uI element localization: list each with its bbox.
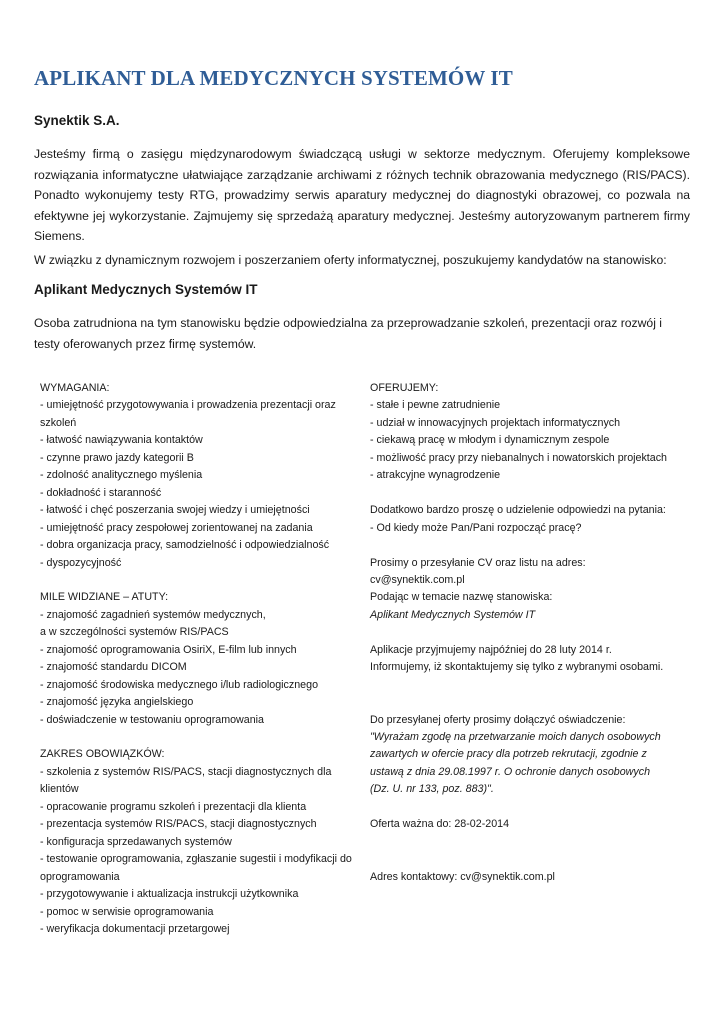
offer-heading: OFERUJEMY: bbox=[370, 382, 439, 394]
consent-line: zawartych w ofercie pracy dla potrzeb rekrutacji, zgodnie z bbox=[370, 748, 647, 761]
apply-text: Prosimy o przesyłanie CV oraz listu na adres: bbox=[370, 556, 586, 569]
requirement-item: - łatwość nawiązywania kontaktów bbox=[40, 434, 203, 447]
duty-item: - testowanie oprogramowania, zgłaszanie sugestii i modyfikacji do oprogramowania bbox=[40, 853, 352, 883]
deadline-text: Aplikacje przyjmujemy najpóźniej do 28 luty 2014 r. bbox=[370, 643, 612, 656]
left-column bbox=[40, 380, 358, 938]
spacer bbox=[370, 799, 700, 816]
spacer bbox=[40, 572, 358, 589]
requirement-item: - czynne prawo jazdy kategorii B bbox=[40, 451, 194, 464]
spacer bbox=[370, 851, 700, 868]
subject-position: Aplikant Medycznych Systemów IT bbox=[370, 608, 536, 621]
assets-heading: MILE WIDZIANE – ATUTY: bbox=[40, 591, 169, 604]
requirement-item: - dokładność i staranność bbox=[40, 486, 162, 499]
asset-item: - znajomość oprogramowania OsiriX, E-film lub innych bbox=[40, 643, 297, 656]
duty-item: - przygotowywanie i aktualizacja instrukcji użytkownika bbox=[40, 888, 299, 901]
spacer bbox=[370, 624, 700, 641]
duty-item: - opracowanie programu szkoleń i prezentacji dla klienta bbox=[40, 800, 307, 813]
offer-validity: Oferta ważna do: 28-02-2014 bbox=[370, 818, 510, 831]
spacer bbox=[40, 729, 358, 746]
requirement-item: - dyspozycyjność bbox=[40, 556, 122, 569]
page-title: APLIKANT DLA MEDYCZNYCH SYSTEMÓW IT bbox=[34, 66, 513, 90]
consent-intro: Do przesyłanej oferty prosimy dołączyć oświadczenie: bbox=[370, 713, 626, 726]
offer-item: - możliwość pracy przy niebanalnych i nowatorskich projektach bbox=[370, 451, 668, 464]
asset-item: - znajomość języka angielskiego bbox=[40, 696, 194, 709]
offer-item: - udział w innowacyjnych projektach informatycznych bbox=[370, 416, 621, 429]
requirements-heading: WYMAGANIA: bbox=[40, 382, 110, 394]
duty-item: - weryfikacja dokumentacji przetargowej bbox=[40, 923, 230, 936]
consent-line: ustawą z dnia 29.08.1997 r. O ochronie danych osobowych bbox=[370, 765, 651, 778]
position-title: Aplikant Medycznych Systemów IT bbox=[34, 282, 258, 297]
offer-item: - atrakcyjne wynagrodzenie bbox=[370, 469, 501, 482]
spacer bbox=[370, 485, 700, 502]
requirement-item: - umiejętność pracy zespołowej zorientowanej na zadania bbox=[40, 521, 313, 534]
question-intro: Dodatkowo bardzo proszę o udzielenie odpowiedzi na pytania: bbox=[370, 504, 666, 517]
offer-item: - stałe i pewne zatrudnienie bbox=[370, 399, 501, 412]
company-intro: Jesteśmy firmą o zasięgu międzynarodowym świadczącą usługi w sektorze medycznym. Oferujemy kompleksowe rozwiązania informatyczne ułatwiające zarządzanie archiwami z różnych technik obrazowania medycznego (RIS/PACS). Ponadto wykonujemy testy RTG, prowadzimy serwis aparatury medycznej do diagnostyki obrazowej, co pozwala na efektywne jej wykorzystanie. Zajmujemy się sprzedażą aparatury medycznej. Jesteśmy autoryzowanym partnerem firmy Siemens. bbox=[34, 147, 690, 244]
question-item: - Od kiedy może Pan/Pani rozpocząć pracę? bbox=[370, 521, 582, 534]
duty-item: - prezentacja systemów RIS/PACS, stacji diagnostycznych bbox=[40, 818, 317, 831]
requirement-item: - łatwość i chęć poszerzania swojej wiedzy i umiejętności bbox=[40, 504, 310, 517]
spacer bbox=[370, 834, 700, 851]
lead-sentence: W związku z dynamicznym rozwojem i poszerzaniem oferty informatycznej, poszukujemy kandydatów na stanowisko: bbox=[34, 253, 667, 267]
requirement-item: - dobra organizacja pracy, samodzielność i odpowiedzialność bbox=[40, 539, 330, 552]
duty-item: - szkolenia z systemów RIS/PACS, stacji diagnostycznych dla klientów bbox=[40, 765, 332, 796]
right-column bbox=[370, 380, 700, 886]
requirement-item: - umiejętność przygotowywania i prowadzenia prezentacji oraz szkoleń bbox=[40, 399, 336, 429]
duties-heading: ZAKRES OBOWIĄZKÓW: bbox=[40, 748, 165, 761]
spacer bbox=[370, 537, 700, 554]
consent-line: (Dz. U. nr 133, poz. 883)". bbox=[370, 783, 494, 796]
company-name: Synektik S.A. bbox=[34, 113, 120, 128]
subject-note: Podając w temacie nazwę stanowiska: bbox=[370, 591, 553, 604]
asset-item: - znajomość zagadnień systemów medycznych, bbox=[40, 608, 266, 621]
spacer bbox=[370, 677, 700, 694]
duty-item: - pomoc w serwisie oprogramowania bbox=[40, 905, 214, 918]
responsibility-text: Osoba zatrudniona na tym stanowisku będzie odpowiedzialna za przeprowadzanie szkoleń, prezentacji oraz rozwój i testy oferowanych przez firmę systemów. bbox=[34, 316, 663, 351]
apply-email: cv@synektik.com.pl bbox=[370, 573, 465, 586]
offer-item: - ciekawą pracę w młodym i dynamicznym zespole bbox=[370, 434, 610, 447]
consent-line: "Wyrażam zgodę na przetwarzanie moich danych osobowych bbox=[370, 730, 661, 743]
duty-item: - konfiguracja sprzedawanych systemów bbox=[40, 835, 232, 848]
contact-address: Adres kontaktowy: cv@synektik.com.pl bbox=[370, 870, 555, 883]
asset-item: - znajomość środowiska medycznego i/lub radiologicznego bbox=[40, 678, 319, 691]
asset-item: - znajomość standardu DICOM bbox=[40, 661, 187, 674]
requirement-item: - zdolność analitycznego myślenia bbox=[40, 469, 203, 482]
contact-info-note: Informujemy, iż skontaktujemy się tylko z wybranymi osobami. bbox=[370, 661, 664, 674]
asset-item: a w szczególności systemów RIS/PACS bbox=[40, 626, 229, 639]
asset-item: - doświadczenie w testowaniu oprogramowania bbox=[40, 713, 264, 726]
spacer bbox=[370, 694, 700, 711]
